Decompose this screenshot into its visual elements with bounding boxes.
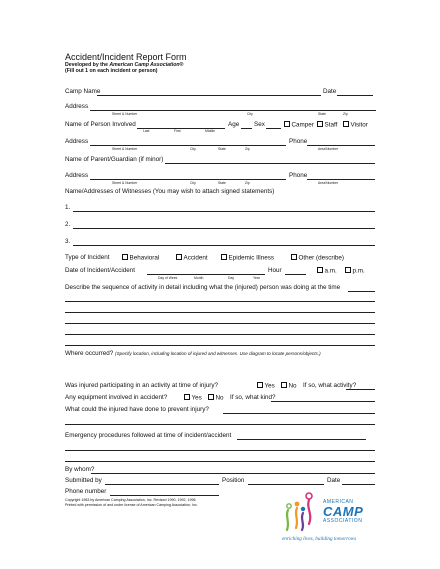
city-caption: City xyxy=(247,112,253,116)
describe-line-5[interactable] xyxy=(65,345,375,346)
address-label: Address xyxy=(65,103,89,110)
zip-caption-3: Zip xyxy=(245,181,250,185)
logo-association: ASSOCIATION xyxy=(323,518,363,524)
camp-name-label: Camp Name xyxy=(65,88,101,95)
state-caption-3: State xyxy=(218,181,226,185)
if-so-kind-label: If so, what kind? xyxy=(230,394,276,401)
city-caption-2: City xyxy=(190,147,196,151)
age-label: Age xyxy=(228,121,240,128)
witness-3-field[interactable] xyxy=(73,245,375,246)
street-caption: Street & Number xyxy=(112,112,138,116)
witness-3-number: 3. xyxy=(65,238,71,245)
sex-label: Sex xyxy=(254,121,265,128)
equipment-yes-label: Yes xyxy=(191,394,202,402)
date-of-incident-label: Date of Incident/Accident xyxy=(65,267,136,274)
witness-1-number: 1. xyxy=(65,204,71,211)
pm-label: p.m. xyxy=(352,267,365,275)
staff-option[interactable] xyxy=(317,121,337,129)
month-caption: Month xyxy=(194,276,204,280)
describe-line-4[interactable] xyxy=(65,334,375,335)
street-caption-2: Street & Number xyxy=(112,147,138,151)
position-field[interactable] xyxy=(248,484,324,485)
witness-1-field[interactable] xyxy=(73,211,375,212)
participating-label: Was injured participating in an activity at time of injury? xyxy=(65,382,219,389)
participating-yes-checkbox[interactable] xyxy=(257,382,263,388)
where-occurred-note: (Specify location, including location of injured and witnesses. Use diagram to locate persons/objects.) xyxy=(115,351,321,356)
by-whom-label: By whom? xyxy=(65,466,95,473)
date-field[interactable] xyxy=(337,95,373,96)
logo-tagline: enriching lives, building tomorrows xyxy=(282,536,357,542)
area-number-caption: Area/Number xyxy=(318,147,339,151)
where-occurred xyxy=(65,350,321,357)
other-option[interactable] xyxy=(291,254,344,262)
behavioral-option[interactable] xyxy=(122,254,159,262)
pm-option[interactable] xyxy=(345,267,365,275)
hour-field[interactable] xyxy=(285,274,306,275)
could-have-done-field[interactable] xyxy=(223,413,375,414)
emergency-label: Emergency procedures followed at time of incident/accident xyxy=(65,432,232,439)
describe-line-1[interactable] xyxy=(65,301,375,302)
am-option[interactable] xyxy=(317,267,337,275)
witness-2-number: 2. xyxy=(65,221,71,228)
position-label: Position xyxy=(222,477,245,484)
hour-label: Hour xyxy=(268,267,282,274)
staff-label: Staff xyxy=(324,121,338,129)
kind-field[interactable] xyxy=(271,401,375,402)
logo-american: AMERICAN xyxy=(323,499,354,505)
emergency-field[interactable] xyxy=(237,439,366,440)
phone-number-label: Phone number xyxy=(65,488,107,495)
visitor-checkbox[interactable] xyxy=(343,121,349,127)
could-have-done-line-2[interactable] xyxy=(65,424,375,425)
participating-no-option[interactable] xyxy=(281,382,297,390)
equipment-no-checkbox[interactable] xyxy=(208,394,214,400)
describe-line-2[interactable] xyxy=(65,312,375,313)
parent-label: Name of Parent/Guardian (if minor) xyxy=(65,156,164,163)
equipment-yes-option[interactable] xyxy=(184,394,202,402)
equipment-label: Any equipment involved in accident? xyxy=(65,394,168,401)
behavioral-label: Behavioral xyxy=(129,254,160,262)
age-field[interactable] xyxy=(241,128,252,129)
describe-sequence-label: Describe the sequence of activity in detail including what the (injured) person was doing at the time xyxy=(65,284,341,291)
phone-field[interactable] xyxy=(307,145,375,146)
epidemic-option[interactable] xyxy=(221,254,274,262)
staff-checkbox[interactable] xyxy=(317,121,323,127)
day-caption: Day xyxy=(228,276,235,280)
activity-field[interactable] xyxy=(346,389,375,390)
where-occurred-label: Where occurred? xyxy=(65,350,114,357)
logo-camp: CAMP xyxy=(323,504,364,519)
participating-no-label: No xyxy=(288,382,297,390)
by-whom-field[interactable] xyxy=(91,473,375,474)
am-checkbox[interactable] xyxy=(317,267,323,273)
describe-first-line[interactable] xyxy=(348,291,375,292)
person-involved-label: Name of Person Involved xyxy=(65,121,136,128)
phone-number-field[interactable] xyxy=(110,495,219,496)
middle-caption: Middle xyxy=(205,129,215,133)
other-checkbox[interactable] xyxy=(291,254,297,260)
equipment-no-option[interactable] xyxy=(208,394,224,402)
date-of-incident-field[interactable] xyxy=(147,274,265,275)
form-title: Accident/Incident Report Form xyxy=(65,52,187,62)
witnesses-label: Name/Addresses of Witnesses (You may wish to attach signed statements) xyxy=(65,188,275,195)
date-field-2[interactable] xyxy=(342,484,375,485)
sex-field[interactable] xyxy=(266,128,281,129)
day-of-week-caption: Day of Week xyxy=(158,276,178,280)
parent-field[interactable] xyxy=(165,163,375,164)
last-caption: Last xyxy=(143,129,150,133)
developed-org: American Camp Association® xyxy=(109,62,184,68)
accident-label: Accident xyxy=(183,254,208,262)
camper-option[interactable] xyxy=(284,121,314,129)
pm-checkbox[interactable] xyxy=(345,267,351,273)
witness-2-field[interactable] xyxy=(73,228,375,229)
address-field[interactable] xyxy=(90,110,376,111)
participating-yes-option[interactable] xyxy=(257,382,275,390)
phone-field-2[interactable] xyxy=(307,179,375,180)
epidemic-checkbox[interactable] xyxy=(221,254,227,260)
state-caption-2: State xyxy=(218,147,226,151)
phone-label-2: Phone xyxy=(289,172,308,179)
date-label-2: Date xyxy=(327,477,341,484)
describe-line-3[interactable] xyxy=(65,323,375,324)
visitor-option[interactable] xyxy=(343,121,368,129)
other-label: Other (describe) xyxy=(298,254,344,262)
address-3-field[interactable] xyxy=(90,179,286,180)
address-3-label: Address xyxy=(65,172,89,179)
city-caption-3: City xyxy=(190,181,196,185)
accident-option[interactable] xyxy=(176,254,208,262)
epidemic-label: Epidemic Illness xyxy=(228,254,274,262)
first-caption: First xyxy=(174,129,181,133)
emergency-line-2[interactable] xyxy=(65,450,375,451)
camp-name-field[interactable] xyxy=(97,95,321,96)
fill-note: (Fill out 1 on each incident or person) xyxy=(65,68,158,74)
developed-prefix: Developed by the xyxy=(65,62,110,68)
address-2-field[interactable] xyxy=(90,145,286,146)
year-caption: Year xyxy=(253,276,260,280)
state-caption: State xyxy=(318,112,326,116)
camper-label: Camper xyxy=(291,121,314,129)
aca-logo xyxy=(282,492,382,544)
address-2-label: Address xyxy=(65,138,89,145)
zip-caption-2: Zip xyxy=(245,147,250,151)
accident-checkbox[interactable] xyxy=(176,254,182,260)
copyright-line-2: Printed with permission of and under license of American Camping Association, Inc. xyxy=(65,503,198,507)
equipment-no-label: No xyxy=(215,394,224,402)
could-have-done-label: What could the injured have done to prevent injury? xyxy=(65,406,209,413)
emergency-line-3[interactable] xyxy=(65,461,375,462)
logo-figures-icon xyxy=(282,492,322,534)
camper-checkbox[interactable] xyxy=(284,121,290,127)
date-label: Date xyxy=(323,88,337,95)
area-number-caption-2: Area/Number xyxy=(318,181,339,185)
visitor-label: Visitor xyxy=(350,121,368,129)
if-so-activity-label: If so, what activity? xyxy=(303,382,357,389)
submitted-by-field[interactable] xyxy=(105,484,219,485)
participating-yes-label: Yes xyxy=(264,382,275,390)
equipment-yes-checkbox[interactable] xyxy=(184,394,190,400)
participating-no-checkbox[interactable] xyxy=(281,382,287,388)
type-of-incident-label: Type of Incident xyxy=(65,254,110,261)
am-label: a.m. xyxy=(324,267,337,275)
phone-label: Phone xyxy=(289,138,308,145)
zip-caption: Zip xyxy=(343,112,348,116)
behavioral-checkbox[interactable] xyxy=(122,254,128,260)
copyright-line-1: Copyright 1983 by American Camping Association, Inc. Revised 1990, 1992, 1996. xyxy=(65,498,197,502)
street-caption-3: Street & Number xyxy=(112,181,138,185)
submitted-by-label: Submitted by xyxy=(65,477,102,484)
